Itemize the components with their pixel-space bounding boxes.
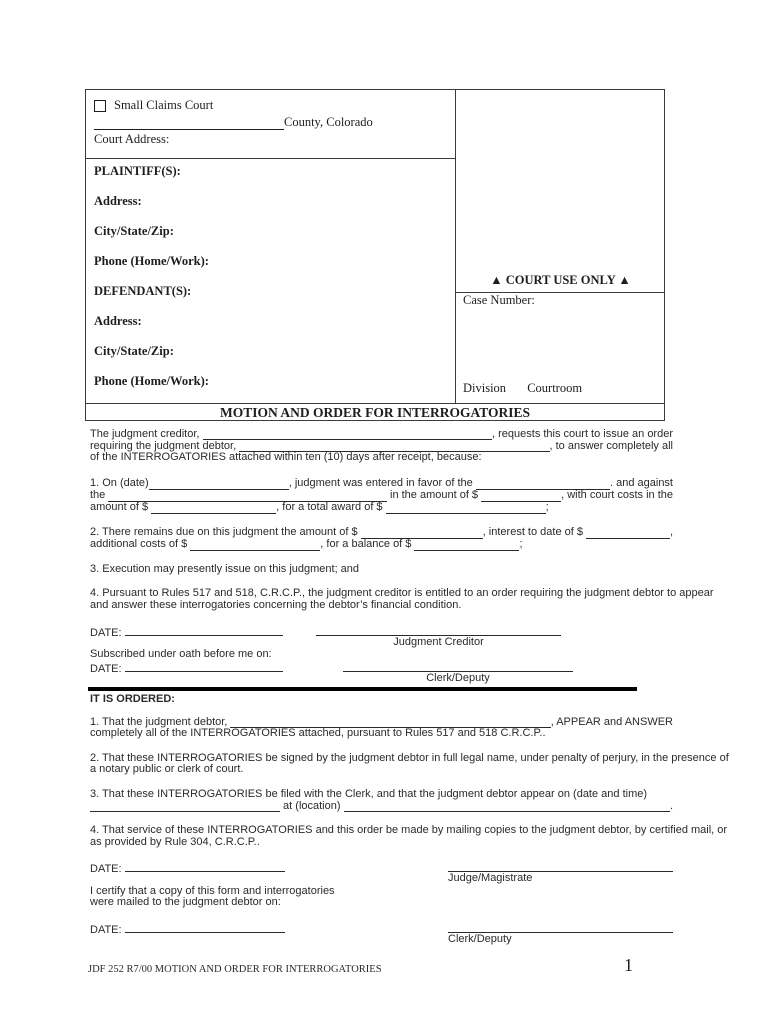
text-run: 2. That these INTERROGATORIES be signed by the judgment debtor in full legal name, under penalty of perjury, in the presence of	[90, 751, 729, 764]
order-clerk-deputy-signature-block	[448, 921, 673, 946]
motion-paragraph-4	[90, 587, 714, 611]
order-paragraph-4	[90, 824, 728, 848]
defendant-address-label: Address:	[94, 314, 142, 328]
text-run: , interest to date of $	[482, 526, 587, 538]
clerk-deputy-label: Clerk/Deputy	[426, 672, 490, 684]
judgment-creditor-label: Judgment Creditor	[393, 636, 484, 648]
text-run: a notary public or clerk of court.	[90, 763, 244, 775]
text-run: .	[669, 799, 673, 812]
blank-line[interactable]	[481, 490, 561, 502]
text-run: of the INTERROGATORIES attached within ten (10) days after receipt, because:	[90, 451, 482, 463]
section-divider-rule	[88, 687, 637, 691]
court-address-line	[94, 130, 447, 147]
court-use-only-banner: ▲ COURT USE ONLY ▲	[456, 273, 665, 293]
blank-line[interactable]	[203, 428, 493, 440]
order-paragraph-2	[90, 751, 729, 776]
blank-line[interactable]	[90, 800, 280, 812]
clerk-date-label: DATE:	[90, 663, 125, 675]
blank-line[interactable]	[586, 527, 670, 539]
subscribed-oath-line: Subscribed under oath before me on:	[90, 647, 272, 660]
text-run: 1. That the judgment debtor,	[90, 715, 231, 728]
form-number-footer: JDF 252 R7/00 MOTION AND ORDER FOR INTERROGATORIES	[88, 964, 382, 975]
motion-paragraph-3	[90, 564, 673, 576]
text-run: completely all of the INTERROGATORIES attached, pursuant to Rules 517 and 518 C.R.C.P..	[90, 727, 546, 739]
blank-line[interactable]	[344, 800, 670, 812]
text-run: ,	[669, 526, 673, 538]
text-run: , for a total award of $	[276, 501, 386, 513]
motion-paragraph-1	[90, 478, 673, 514]
court-address-label: Court Address:	[94, 132, 170, 146]
plaintiff-address-label: Address:	[94, 194, 142, 208]
order-date-signature-row	[90, 860, 673, 885]
form-body	[90, 427, 729, 945]
mailing-date-signature-row	[90, 921, 673, 946]
order-paragraph-3	[90, 789, 673, 813]
text-run: , with court costs in the	[561, 489, 673, 501]
division-courtroom-row	[463, 381, 582, 396]
small-claims-checkbox[interactable]	[94, 100, 106, 112]
motion-intro-paragraph	[90, 428, 673, 464]
it-is-ordered-heading: IT IS ORDERED:	[90, 692, 175, 705]
text-run: 3. Execution may presently issue on this judgment; and	[90, 562, 360, 575]
county-label: County, Colorado	[284, 115, 373, 129]
court-info-cell	[86, 90, 455, 159]
order-paragraph-1	[90, 716, 673, 740]
text-run: at (location)	[280, 799, 344, 812]
text-run: and answer these interrogatories concerning the debtor’s financial condition.	[90, 598, 462, 611]
text-run: , judgment was entered in favor of the	[288, 477, 476, 489]
clerk-date-blank[interactable]	[125, 660, 283, 672]
caption-left-column	[86, 90, 456, 403]
caption-table	[85, 89, 665, 421]
text-run: the	[90, 489, 109, 501]
order-clerk-deputy-label: Clerk/Deputy	[448, 932, 512, 945]
defendant-label: DEFENDANT(S):	[94, 284, 192, 298]
motion-date-field	[90, 624, 283, 640]
motion-date-signature-row	[90, 624, 673, 649]
defendant-phone-label: Phone (Home/Work):	[94, 374, 209, 388]
clerk-deputy-signature-line[interactable]	[343, 660, 573, 672]
text-run: ;	[545, 501, 549, 513]
text-run: . and against	[610, 477, 673, 489]
text-run: , for a balance of $	[320, 538, 415, 550]
text-run: ;	[519, 538, 523, 550]
order-clerk-deputy-signature-line[interactable]	[448, 921, 673, 933]
blank-line[interactable]	[149, 478, 289, 490]
motion-date-label: DATE:	[90, 627, 125, 639]
county-blank-line[interactable]	[94, 117, 284, 130]
defendant-citystatezip-label: City/State/Zip:	[94, 344, 174, 358]
plaintiff-citystatezip-label: City/State/Zip:	[94, 224, 174, 238]
clerk-deputy-signature-block	[343, 660, 573, 685]
blank-line[interactable]	[190, 539, 320, 551]
text-run: 1. On (date)	[90, 477, 149, 489]
division-label: Division	[463, 381, 507, 395]
motion-date-blank[interactable]	[125, 624, 283, 636]
judgment-creditor-signature-block	[316, 624, 561, 649]
court-type-label: Small Claims Court	[114, 98, 214, 112]
text-run: 4. That service of these INTERROGATORIES and this order be made by mailing copies to the judgment debtor, by certified mail, or	[90, 824, 728, 836]
order-date-blank[interactable]	[125, 860, 285, 872]
text-run: 4. Pursuant to Rules 517 and 518, C.R.C.P., the judgment creditor is entitled to an order requiring the judgment debtor to appear	[90, 587, 714, 599]
court-type-line	[94, 96, 447, 113]
page-number: 1	[624, 955, 633, 975]
judge-magistrate-signature-line[interactable]	[448, 860, 673, 872]
text-run: The judgment creditor,	[90, 427, 203, 440]
plaintiff-phone-label: Phone (Home/Work):	[94, 254, 209, 268]
plaintiff-label: PLAINTIFF(S):	[94, 164, 181, 178]
caption-right-column	[456, 90, 665, 403]
order-date-field	[90, 860, 285, 876]
text-run: in the amount of $	[386, 489, 482, 501]
text-run: requiring the judgment debtor,	[90, 439, 240, 452]
form-title: MOTION AND ORDER FOR INTERROGATORIES	[86, 403, 664, 422]
case-number-label: Case Number:	[463, 293, 535, 307]
blank-line[interactable]	[414, 539, 519, 551]
text-run: , APPEAR and ANSWER	[550, 715, 673, 728]
judge-magistrate-label: Judge/Magistrate	[448, 872, 533, 884]
text-run: 3. That these INTERROGATORIES be filed with the Clerk, and that the judgment debtor appear on (date and time)	[90, 787, 648, 800]
text-run: , to answer completely all	[549, 439, 673, 452]
text-run: amount of $	[90, 501, 152, 513]
text-run: 2. There remains due on this judgment the amount of $	[90, 526, 361, 538]
blank-line[interactable]	[108, 490, 387, 502]
party-cell	[86, 159, 455, 387]
county-line	[94, 113, 447, 130]
clerk-date-signature-row	[90, 660, 673, 685]
blank-line[interactable]	[361, 527, 483, 539]
mailing-date-field	[90, 921, 285, 937]
blank-line[interactable]	[151, 502, 276, 514]
clerk-date-field	[90, 660, 283, 676]
certify-line-1: I certify that a copy of this form and interrogatories	[90, 884, 335, 897]
order-date-label: DATE:	[90, 863, 125, 875]
mailing-date-label: DATE:	[90, 923, 125, 936]
judge-magistrate-signature-block	[448, 860, 673, 885]
text-run: additional costs of $	[90, 538, 191, 550]
courtroom-label: Courtroom	[527, 381, 583, 395]
certify-line-2: were mailed to the judgment debtor on:	[90, 896, 281, 908]
blank-line[interactable]	[386, 502, 546, 514]
motion-paragraph-2	[90, 527, 673, 551]
blank-line[interactable]	[476, 478, 610, 490]
text-run: , requests this court to issue an order	[492, 427, 673, 440]
judgment-creditor-signature-line[interactable]	[316, 624, 561, 636]
text-run: as provided by Rule 304, C.R.C.P..	[90, 835, 260, 848]
mailing-date-blank[interactable]	[125, 921, 285, 933]
